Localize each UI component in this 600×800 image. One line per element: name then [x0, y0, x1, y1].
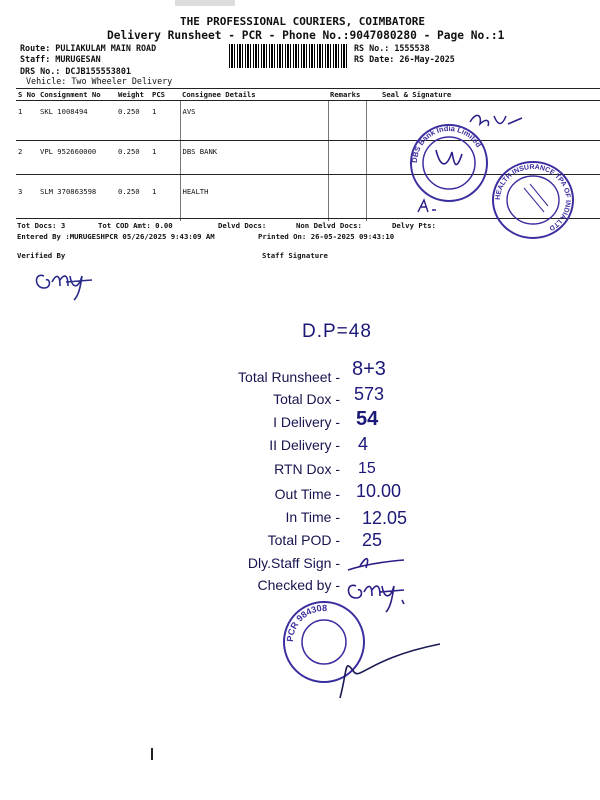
dly-staff-sign-label: Dly.Staff Sign -	[247, 555, 340, 571]
col-sno: S No	[16, 89, 38, 101]
dbs-seal-text: DBS Bank India Limited	[409, 123, 484, 164]
cell-sno: 1	[18, 107, 23, 116]
rs-no: RS No.: 1555538	[354, 43, 430, 53]
rtn-dox-value: 15	[358, 460, 376, 477]
col-pcs: PCS	[150, 89, 180, 101]
cell-pcs: 1	[152, 107, 157, 116]
scan-speck	[151, 748, 153, 760]
cell-remarks	[328, 101, 366, 142]
rs-date: RS Date: 26-May-2025	[354, 54, 455, 64]
tot-cod: Tot COD Amt: 0.00	[98, 221, 173, 230]
dp-count: D.P=48	[302, 321, 372, 342]
verified-by-label: Verified By	[17, 251, 66, 260]
total-pod-value: 25	[362, 530, 383, 550]
total-runsheet-label: Total Runsheet -	[238, 369, 340, 385]
pcr-seal-text: PCR 984308	[284, 602, 328, 643]
cell-weight: 0.250	[118, 187, 140, 196]
in-time-value: 12.05	[362, 508, 408, 528]
cell-consignment: VPL 952660000	[40, 147, 97, 156]
checked-by-label: Checked by -	[257, 577, 340, 593]
row-divider	[16, 140, 600, 141]
first-delivery-value: 54	[356, 408, 379, 430]
cell-weight: 0.250	[118, 147, 140, 156]
delvy-pts: Delvy Pts:	[392, 221, 436, 230]
cell-remarks	[328, 181, 366, 221]
vehicle: Vehicle: Two Wheeler Delivery	[26, 76, 173, 86]
cell-weight: 0.250	[118, 107, 140, 116]
total-dox-label: Total Dox -	[273, 391, 340, 407]
in-time-label: In Time -	[285, 509, 340, 525]
tot-docs: Tot Docs: 3	[17, 221, 66, 230]
scan-speck	[175, 0, 235, 6]
drs-no: DRS No.: DCJB155553801	[20, 66, 131, 76]
svg-text:HEALTH INSURANCE TPA OF INDIA	[495, 164, 571, 232]
total-runsheet-value: 8+3	[352, 358, 386, 380]
staff: Staff: MURUGESAN	[20, 54, 101, 64]
staff-signature-label: Staff Signature	[262, 251, 328, 260]
barcode	[229, 44, 348, 68]
route: Route: PULIAKULAM MAIN ROAD	[20, 43, 157, 53]
health-seal-text: HEALTH INSURANCE TPA OF INDIA LTD	[494, 163, 572, 232]
total-dox-value: 573	[354, 384, 385, 404]
cell-consignment: SKL 1008494	[40, 107, 88, 116]
seal-initials	[414, 196, 444, 216]
delvd-docs: Delvd Docs:	[218, 221, 267, 230]
col-remarks: Remarks	[328, 89, 366, 101]
company-title: THE PROFESSIONAL COURIERS, COIMBATORE	[180, 15, 426, 28]
cell-consignment: SLM 370863598	[40, 187, 97, 196]
first-delivery-label: I Delivery -	[273, 414, 340, 430]
cell-consignee: DBS BANK	[180, 141, 328, 181]
cell-consignee: HEALTH	[180, 181, 328, 221]
col-weight: Weight	[116, 89, 150, 101]
printed-on: Printed On: 26-05-2025 09:43:10	[258, 232, 395, 241]
runsheet-subtitle: Delivery Runsheet - PCR - Phone No.:9047080280 - Page No.:1	[107, 29, 505, 42]
out-time-value: 10.00	[356, 481, 402, 501]
cell-pcs: 1	[152, 187, 157, 196]
cell-sno: 3	[18, 187, 23, 196]
total-pod-label: Total POD -	[267, 532, 340, 548]
rtn-dox-label: RTN Dox -	[274, 461, 340, 477]
second-delivery-value: 4	[358, 434, 369, 454]
col-consignee: Consignee Details	[180, 89, 328, 101]
cell-remarks	[328, 141, 366, 181]
health-insurance-seal	[488, 158, 578, 242]
cell-pcs: 1	[152, 147, 157, 156]
verified-by-signature	[30, 262, 100, 302]
second-delivery-label: II Delivery -	[269, 437, 340, 453]
table-header-row	[16, 89, 600, 101]
svg-text:PCR 984308	[285, 603, 327, 642]
pcr-seal	[280, 598, 450, 708]
cell-sno: 2	[18, 147, 23, 156]
out-time-label: Out Time -	[274, 486, 340, 502]
cell-consignee: AVS	[180, 101, 328, 142]
col-consignment: Consignment No	[38, 89, 116, 101]
seal-signature-scribble	[466, 108, 526, 134]
non-delvd-docs: Non Delvd Docs:	[296, 221, 362, 230]
col-seal: Seal & Signature	[366, 89, 600, 101]
entered-by: Entered By :MURUGESHPCR 05/26/2025 9:43:09 AM	[17, 232, 215, 241]
